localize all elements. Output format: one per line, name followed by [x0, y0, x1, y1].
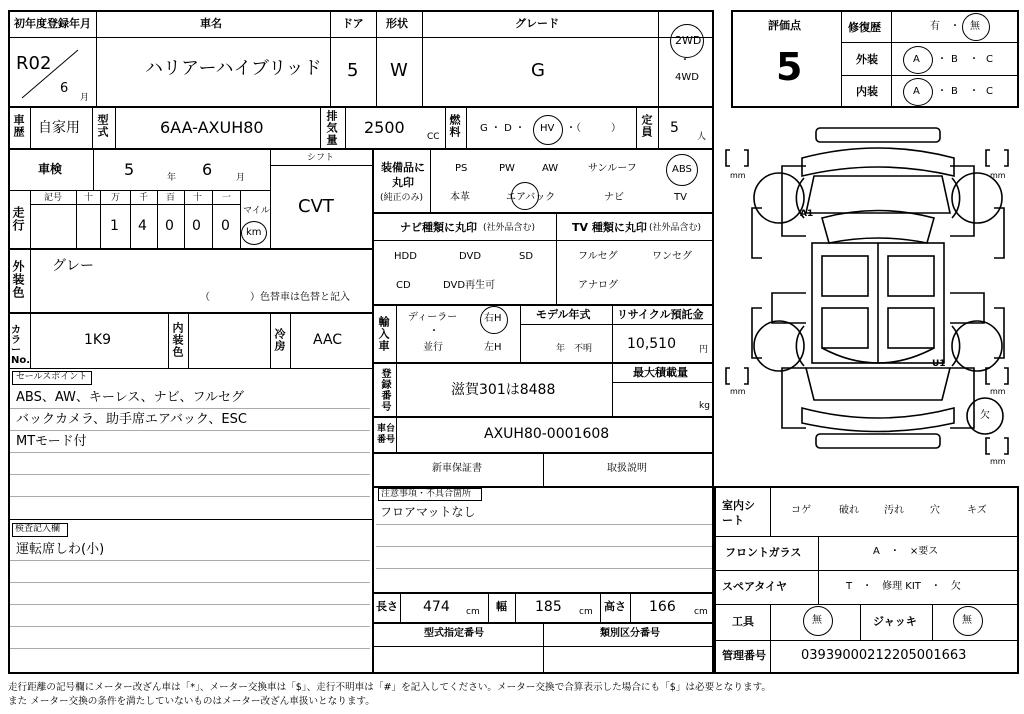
inspection-note-1: 運転席しわ(小) — [16, 542, 105, 557]
fuel-options: G ・ D ・ — [480, 123, 525, 134]
width-label: 幅 — [496, 600, 507, 613]
exterior-color: グレー — [52, 258, 94, 274]
mark-u1: U1 — [932, 359, 946, 369]
score-label: 評価点 — [768, 19, 801, 32]
mm-label-fl: mm — [730, 171, 746, 180]
windshield-label: フロントガラス — [725, 546, 802, 559]
equip-sunroof: サンルーフ — [588, 163, 637, 174]
width-value: 185 — [535, 599, 562, 615]
mark-a1: A1 — [800, 209, 814, 219]
import-label: 輸入車 — [377, 316, 390, 352]
color-no-label: カラーNo. — [11, 325, 31, 366]
equipment-label: 装備品に丸印 — [381, 161, 425, 189]
tools-value: 無 — [812, 615, 822, 626]
inspection-label: 車検 — [38, 162, 63, 176]
inspection-year-unit: 年 — [167, 173, 177, 183]
cc-unit: CC — [427, 132, 440, 142]
door-label: ドア — [342, 17, 364, 30]
ext-grade-dot2: ・ — [969, 54, 979, 65]
capacity-label: 定員 — [640, 114, 653, 138]
footer-note-1: 走行距離の記号欄にメーター改ざん車は「*」、メーター交換車は「$」、走行不明車は「#」を記入してください。メーター交換で合算表示した場合にも「$」は必要となります。 — [8, 682, 771, 693]
model-year-label: モデル年式 — [536, 308, 591, 321]
manual-doc: 取扱説明 — [607, 463, 647, 474]
inspection-notes-label: 検査記入欄 — [15, 524, 61, 534]
jack-label: ジャッキ — [873, 615, 917, 628]
recycle-label: リサイクル預託金 — [617, 308, 704, 321]
mm-label-fr: mm — [990, 171, 1006, 180]
inspection-month: 6 — [202, 160, 213, 179]
shift-label: シフト — [307, 153, 335, 163]
fuel-other: ・（ ） — [566, 123, 621, 134]
import-right: 右H — [484, 313, 502, 324]
mm-label-spare: mm — [990, 457, 1006, 466]
import-parallel: 並行 — [423, 342, 443, 353]
exterior-note: （ ）色替車は色替と記入 — [200, 292, 350, 303]
int-grade-c: C — [986, 86, 993, 97]
mgmt-value: 03939000212205001663 — [801, 648, 967, 663]
import-dot: ・ — [429, 326, 439, 337]
equip-ps: PS — [455, 163, 468, 174]
tv-title: TV 種類に丸印 — [572, 221, 647, 234]
spare-tire-options: T ・ 修理 KIT ・ 欠 — [846, 581, 961, 592]
fuel-hv: HV — [540, 123, 555, 134]
displacement-label: 排気量 — [325, 110, 338, 146]
cooler-label: 冷房 — [273, 328, 286, 352]
interior-color-label: 内装色 — [171, 322, 184, 358]
main-form — [8, 10, 714, 674]
digit-label-0: 十 — [84, 193, 94, 203]
mm-label-rl: mm — [730, 387, 746, 396]
int-grade-label: 内装 — [856, 85, 878, 98]
mileage-digit-4: 0 — [192, 218, 201, 234]
equip-airbag: エアバック — [506, 192, 556, 203]
navi-title: ナビ種類に丸印 — [400, 221, 477, 234]
seat-dirt: 汚れ — [884, 505, 904, 516]
door-count: 5 — [347, 60, 359, 81]
height-label: 高さ — [604, 600, 626, 613]
drive-2wd: 2WD — [675, 34, 702, 47]
body-shape: W — [390, 60, 408, 81]
type-designation-label: 型式指定番号 — [424, 628, 484, 639]
length-unit: cm — [466, 607, 480, 617]
interior-seat-label: 室内シート — [722, 499, 755, 527]
tv-sub: (社外品含む) — [649, 223, 702, 233]
equip-tv: TV — [674, 192, 687, 203]
repair-no: 無 — [970, 21, 980, 32]
navi-sd: SD — [519, 251, 534, 262]
mileage-code-label: 記号 — [44, 193, 63, 203]
drive-dot: ・ — [680, 55, 690, 66]
int-grade-dot1: ・ — [937, 86, 947, 97]
digit-label-1: 万 — [111, 193, 121, 203]
history-label: 車歴 — [12, 114, 25, 138]
digit-label-2: 千 — [139, 193, 149, 203]
car-name: ハリアーハイブリッド — [145, 58, 322, 79]
exterior-label: 外装色 — [11, 260, 25, 299]
model-year-text: 年 不明 — [556, 344, 593, 354]
tools-label: 工具 — [732, 615, 754, 628]
recycle-unit: 円 — [699, 345, 709, 355]
length-label: 長さ — [376, 600, 398, 613]
equipment-sub-label: (純正のみ) — [380, 193, 424, 203]
navi-dvd-play: DVD再生可 — [443, 280, 496, 291]
navi-dvd: DVD — [459, 251, 482, 262]
mileage-label: 走行 — [11, 206, 25, 232]
cooler-value: AAC — [313, 332, 343, 348]
equip-aw: AW — [542, 163, 559, 174]
mgmt-label: 管理番号 — [722, 649, 766, 662]
height-unit: cm — [694, 607, 708, 617]
registration-label: 登録番号 — [379, 368, 390, 412]
model-label: 型式 — [96, 114, 109, 138]
max-load-label: 最大積載量 — [633, 366, 688, 379]
era-year: R02 — [16, 53, 52, 74]
seat-hole: 穴 — [930, 505, 940, 516]
spare-missing-glyph: 欠 — [980, 410, 990, 421]
sales-label: セールスポイント — [16, 372, 88, 382]
length-value: 474 — [423, 599, 450, 615]
sales-line-3: MTモード付 — [16, 434, 87, 449]
equip-navi: ナビ — [604, 192, 624, 203]
sales-line-1: ABS、AW、キーレス、ナビ、フルセグ — [16, 390, 244, 405]
ext-grade-b: B — [951, 54, 958, 65]
chassis-value: AXUH80-0001608 — [484, 426, 610, 442]
repair-dot: ・ — [950, 21, 960, 32]
tv-oneseg: ワンセグ — [652, 251, 692, 262]
footer-note-2: また メーター交換の条件を満たしていないものはメーター改ざん車扱いとなります。 — [8, 696, 375, 707]
seat-burn: コゲ — [791, 505, 811, 516]
caution-label: 注意事項・不具合箇所 — [381, 489, 472, 499]
int-grade-dot2: ・ — [969, 86, 979, 97]
capacity-unit: 人 — [697, 132, 707, 142]
car-diagram — [722, 118, 1022, 478]
recycle-value: 10,510 — [627, 336, 676, 352]
spare-tire-label: スペアタイヤ — [722, 580, 788, 593]
repair-yes: 有 — [930, 21, 940, 32]
digit-label-3: 百 — [166, 193, 176, 203]
ext-grade-c: C — [986, 54, 993, 65]
first-reg-month: 6 — [60, 81, 69, 96]
mileage-digit-1: 1 — [110, 218, 119, 234]
tv-analog: アナログ — [578, 280, 618, 291]
navi-hdd: HDD — [394, 251, 417, 262]
seat-tear: 破れ — [839, 505, 859, 516]
equip-abs: ABS — [672, 164, 692, 175]
equip-pw: PW — [499, 163, 515, 174]
import-left: 左H — [484, 342, 502, 353]
inspection-month-unit: 月 — [236, 173, 246, 183]
sales-line-2: バックカメラ、助手席エアバック、ESC — [16, 412, 247, 427]
car-name-label: 車名 — [200, 17, 222, 30]
mile-label: マイル — [243, 206, 270, 216]
color-no-value: 1K9 — [84, 332, 111, 348]
first-reg-month-unit: 月 — [80, 93, 90, 103]
height-value: 166 — [649, 599, 676, 615]
repair-label: 修復歴 — [848, 21, 881, 34]
caution-text: フロアマットなし — [380, 505, 476, 519]
digit-label-5: 一 — [222, 193, 232, 203]
max-load-unit: kg — [699, 401, 710, 411]
shift-value: CVT — [298, 196, 334, 217]
category-label: 類別区分番号 — [600, 628, 660, 639]
capacity-value: 5 — [670, 120, 679, 136]
km-label: km — [246, 227, 262, 238]
score-value: 5 — [776, 45, 803, 89]
int-grade-a: A — [913, 86, 920, 97]
import-dealer: ディーラー — [408, 312, 458, 323]
tv-fullseg: フルセグ — [578, 251, 618, 262]
shape-label: 形状 — [386, 17, 408, 30]
inspection-year: 5 — [124, 160, 135, 179]
width-unit: cm — [579, 607, 593, 617]
mileage-digit-5: 0 — [221, 218, 230, 234]
model-value: 6AA-AXUH80 — [160, 118, 264, 137]
ext-grade-dot1: ・ — [937, 54, 947, 65]
date-divider — [20, 48, 80, 100]
mm-label-rr: mm — [990, 387, 1006, 396]
warranty-doc: 新車保証書 — [432, 463, 482, 474]
grade-value: G — [531, 60, 545, 81]
ext-grade-label: 外装 — [856, 53, 878, 66]
fuel-label: 燃料 — [448, 114, 461, 138]
drive-4wd: 4WD — [675, 72, 699, 83]
grade-label: グレード — [515, 17, 559, 30]
navi-sub: (社外品含む) — [483, 223, 536, 233]
history-value: 自家用 — [38, 120, 80, 136]
navi-cd: CD — [396, 280, 411, 291]
jack-value: 無 — [962, 615, 972, 626]
digit-label-4: 十 — [193, 193, 203, 203]
int-grade-b: B — [951, 86, 958, 97]
chassis-label: 車台番号 — [377, 424, 396, 445]
ext-grade-a: A — [913, 54, 920, 65]
mileage-digit-2: 4 — [138, 218, 147, 234]
mileage-digit-3: 0 — [165, 218, 174, 234]
equip-leather: 本革 — [450, 192, 470, 203]
seat-scratch: キズ — [967, 505, 987, 516]
displacement-value: 2500 — [364, 118, 405, 137]
windshield-options: A ・ ×要ス — [873, 546, 939, 557]
first-reg-label: 初年度登録年月 — [14, 17, 91, 30]
registration-value: 滋賀301は8488 — [451, 382, 556, 398]
